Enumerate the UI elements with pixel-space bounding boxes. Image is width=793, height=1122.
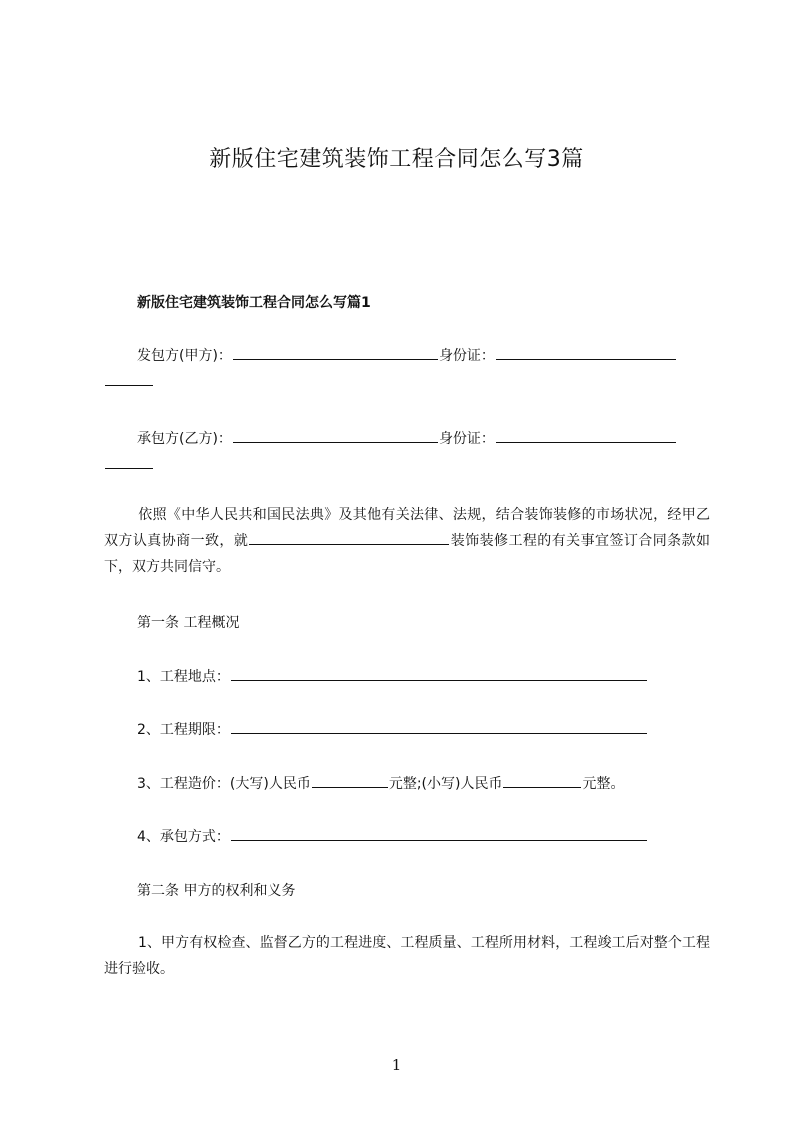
cost-lowercase-blank[interactable] xyxy=(503,775,581,788)
intro-text-2: 装饰装修工程的有关事宜签订合同条款如下，双方共同信守。 xyxy=(104,533,711,575)
page-number: 1 xyxy=(391,1056,402,1074)
party-b-id-label: 身份证： xyxy=(438,431,495,447)
party-b-name-blank[interactable] xyxy=(233,430,438,443)
project-period-label: 2、工程期限： xyxy=(137,722,230,738)
party-b-line-cont xyxy=(104,456,154,473)
project-cost-mid: 元整;(小写)人民币 xyxy=(388,776,503,792)
project-location-line xyxy=(137,666,648,686)
section-heading: 新版住宅建筑装饰工程合同怎么写篇1 xyxy=(137,295,371,311)
project-location-blank[interactable] xyxy=(231,668,647,681)
party-a-id-blank-cont[interactable] xyxy=(105,373,153,386)
article-2-heading: 第二条 甲方的权利和义务 xyxy=(137,883,296,899)
party-a-id-blank[interactable] xyxy=(496,347,676,360)
document-title: 新版住宅建筑装饰工程合同怎么写3篇 xyxy=(209,147,584,172)
article-2-item-1 xyxy=(104,930,710,982)
article-1-heading: 第一条 工程概况 xyxy=(137,615,240,631)
intro-paragraph xyxy=(104,502,710,580)
intro-text-1: 依照《中华人民共和国民法典》及其他有关法律、法规，结合装饰装修的市场状况，经甲乙双方认真协商一致，就 xyxy=(104,507,710,549)
project-name-blank[interactable] xyxy=(249,532,449,545)
party-b-id-blank[interactable] xyxy=(496,430,676,443)
party-a-label: 发包方(甲方)： xyxy=(137,348,232,364)
party-a-line-cont xyxy=(104,373,154,390)
article-2-item-1-text: 1、甲方有权检查、监督乙方的工程进度、工程质量、工程所用材料，工程竣工后对整个工程进行验收。 xyxy=(104,935,710,977)
party-a-name-blank[interactable] xyxy=(233,347,438,360)
project-location-label: 1、工程地点： xyxy=(137,669,230,685)
party-b-label: 承包方(乙方)： xyxy=(137,431,232,447)
contract-method-label: 4、承包方式： xyxy=(137,829,230,845)
party-a-id-label: 身份证： xyxy=(438,348,495,364)
party-a-line xyxy=(137,345,677,365)
party-b-line xyxy=(137,428,677,448)
project-cost-suffix: 元整。 xyxy=(582,776,625,792)
project-period-blank[interactable] xyxy=(231,721,647,734)
project-cost-prefix: 3、工程造价：(大写)人民币 xyxy=(137,776,311,792)
cost-uppercase-blank[interactable] xyxy=(312,775,388,788)
project-cost-line xyxy=(137,773,624,793)
contract-method-line xyxy=(137,826,648,846)
project-period-line xyxy=(137,719,648,739)
party-b-id-blank-cont[interactable] xyxy=(105,456,153,469)
contract-method-blank[interactable] xyxy=(231,828,647,841)
